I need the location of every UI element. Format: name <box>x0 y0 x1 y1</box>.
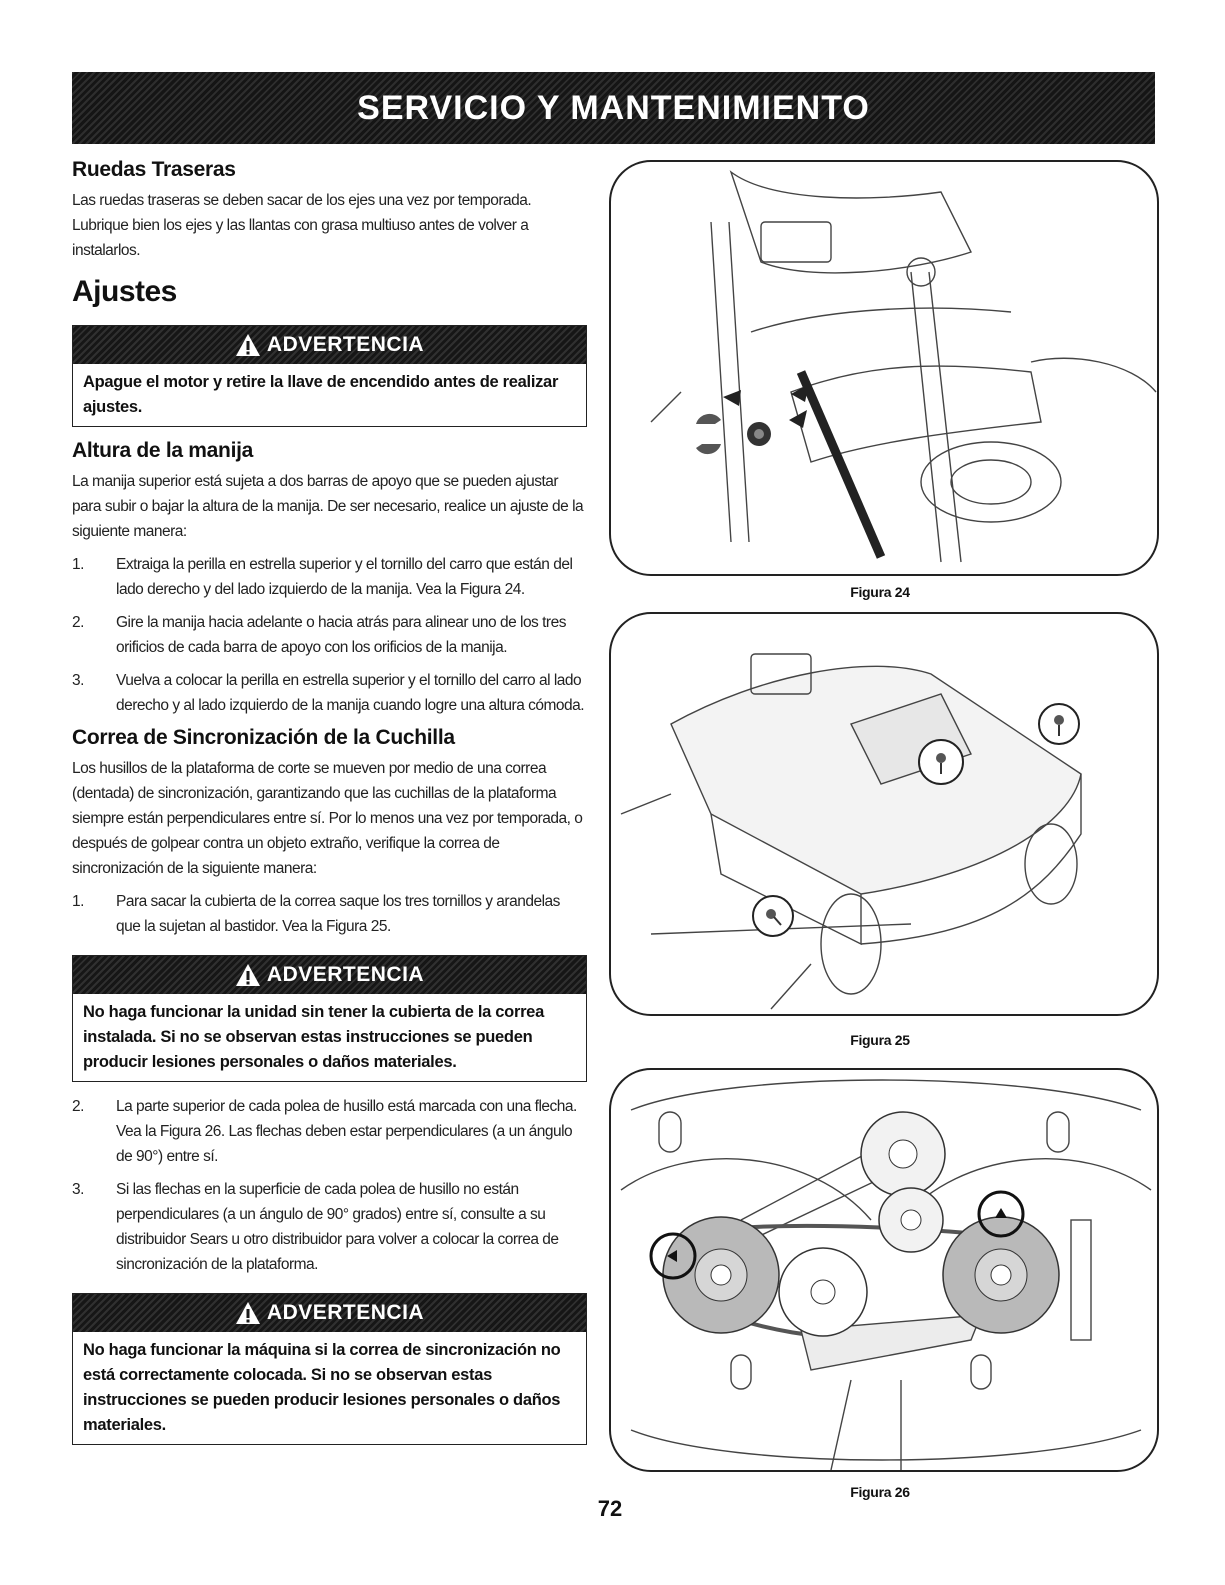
warning-header <box>73 326 586 364</box>
list-item <box>72 552 587 602</box>
idler-pulley <box>879 1188 943 1252</box>
idler-pulley <box>861 1112 945 1196</box>
text-column <box>72 158 587 1457</box>
figure-25-caption: Figura 25 <box>850 1032 910 1048</box>
step-text: Gire la manija hacia adelante o hacia atrás para alinear uno de los tres orificios de cada barra de apoyo con los orificios de la manija. <box>116 614 566 656</box>
warning-header <box>73 1294 586 1332</box>
list-item <box>72 668 587 718</box>
step-text: Extraiga la perilla en estrella superior y el tornillo del carro que están del lado derecho y del lado izquierdo de la manija. Vea la Figura 24. <box>116 556 573 598</box>
warning-box-1 <box>72 325 587 427</box>
screw-callout <box>753 896 793 936</box>
step-number: 1. <box>72 556 84 573</box>
list-item <box>72 889 587 939</box>
list-item <box>72 1177 587 1277</box>
step-number: 3. <box>72 1181 84 1198</box>
correa-heading: Correa de Sincronización de la Cuchilla <box>72 726 455 749</box>
ruedas-heading: Ruedas Traseras <box>72 158 236 181</box>
spindle-pulley <box>943 1217 1059 1333</box>
step-number: 2. <box>72 1098 84 1115</box>
star-knob-icon <box>747 422 771 446</box>
warning-text: No haga funcionar la unidad sin tener la cubierta de la correa instalada. Si no se observan estas instrucciones se pueden producir lesiones personales o daños materiales. <box>83 1003 544 1071</box>
warning-box-3 <box>72 1293 587 1445</box>
correa-intro: Los husillos de la plataforma de corte se mueven por medio de una correa (dentada) de sincronización, garantizando que las cuchillas de la plataforma siempre están perpendiculares entre sí. Por lo menos una vez por temporada, o después de golpear contra un objeto extraño, verifique la correa de sincronización de la siguiente manera: <box>72 760 583 877</box>
warning-header <box>73 956 586 994</box>
list-item <box>72 1094 587 1169</box>
figure-26 <box>609 1068 1159 1472</box>
pulley-illustration <box>611 1070 1157 1470</box>
figure-24 <box>609 160 1159 576</box>
list-item <box>72 610 587 660</box>
page-number: 72 <box>597 1496 623 1521</box>
screw-callout <box>1039 704 1079 744</box>
deck-cover-illustration <box>611 614 1157 1014</box>
section-banner <box>72 72 1155 144</box>
step-number: 3. <box>72 672 84 689</box>
section-title: SERVICIO Y MANTENIMIENTO <box>357 88 870 127</box>
warning-triangle-icon <box>235 963 261 987</box>
altura-heading: Altura de la manija <box>72 439 254 462</box>
altura-intro: La manija superior está sujeta a dos barras de apoyo que se pueden ajustar para subir o bajar la altura de la manija. De ser necesario, realice un ajuste de la siguiente manera: <box>72 473 584 540</box>
warning-label: ADVERTENCIA <box>266 1301 425 1324</box>
warning-triangle-icon <box>235 1301 261 1325</box>
step-text: Si las flechas en la superficie de cada polea de husillo no están perpendiculares (a un ángulo de 90° grados) entre sí, consulte a su distribuidor Sears u otro distribuidor para volver a colocar la correa de sincronización de la plataforma. <box>116 1181 559 1273</box>
warning-label: ADVERTENCIA <box>266 333 425 356</box>
step-text: Vuelva a colocar la perilla en estrella superior y el tornillo del carro al lado derecho y al lado izquierdo de la manija cuando logre una altura cómoda. <box>116 672 585 714</box>
figure-26-caption: Figura 26 <box>850 1484 910 1500</box>
warning-text: Apague el motor y retire la llave de encendido antes de realizar ajustes. <box>83 373 559 416</box>
step-text: Para sacar la cubierta de la correa saque los tres tornillos y arandelas que la sujetan al bastidor. Vea la Figura 25. <box>116 893 560 935</box>
screw-callout <box>919 740 963 784</box>
rotate-arrows-icon <box>696 414 721 454</box>
warning-triangle-icon <box>235 333 261 357</box>
handle-illustration <box>611 162 1157 574</box>
step-number: 1. <box>72 893 84 910</box>
center-pulley <box>779 1248 867 1336</box>
warning-box-2 <box>72 955 587 1082</box>
step-text: La parte superior de cada polea de husillo está marcada con una flecha. Vea la Figura 26. Las flechas deben estar perpendiculares (a un ángulo de 90°) entre sí. <box>116 1098 577 1165</box>
figure-25 <box>609 612 1159 1016</box>
step-number: 2. <box>72 614 84 631</box>
ruedas-text: Las ruedas traseras se deben sacar de los ejes una vez por temporada. Lubrique bien los ejes y las llantas con grasa multiuso antes de volver a instalarlos. <box>72 192 532 259</box>
figure-24-caption: Figura 24 <box>850 584 910 600</box>
warning-label: ADVERTENCIA <box>266 963 425 986</box>
ajustes-heading: Ajustes <box>72 275 177 308</box>
warning-text: No haga funcionar la máquina si la correa de sincronización no está correctamente colocada. Si no se observan estas instrucciones se pueden producir lesiones personales o daños materiales. <box>83 1341 561 1434</box>
